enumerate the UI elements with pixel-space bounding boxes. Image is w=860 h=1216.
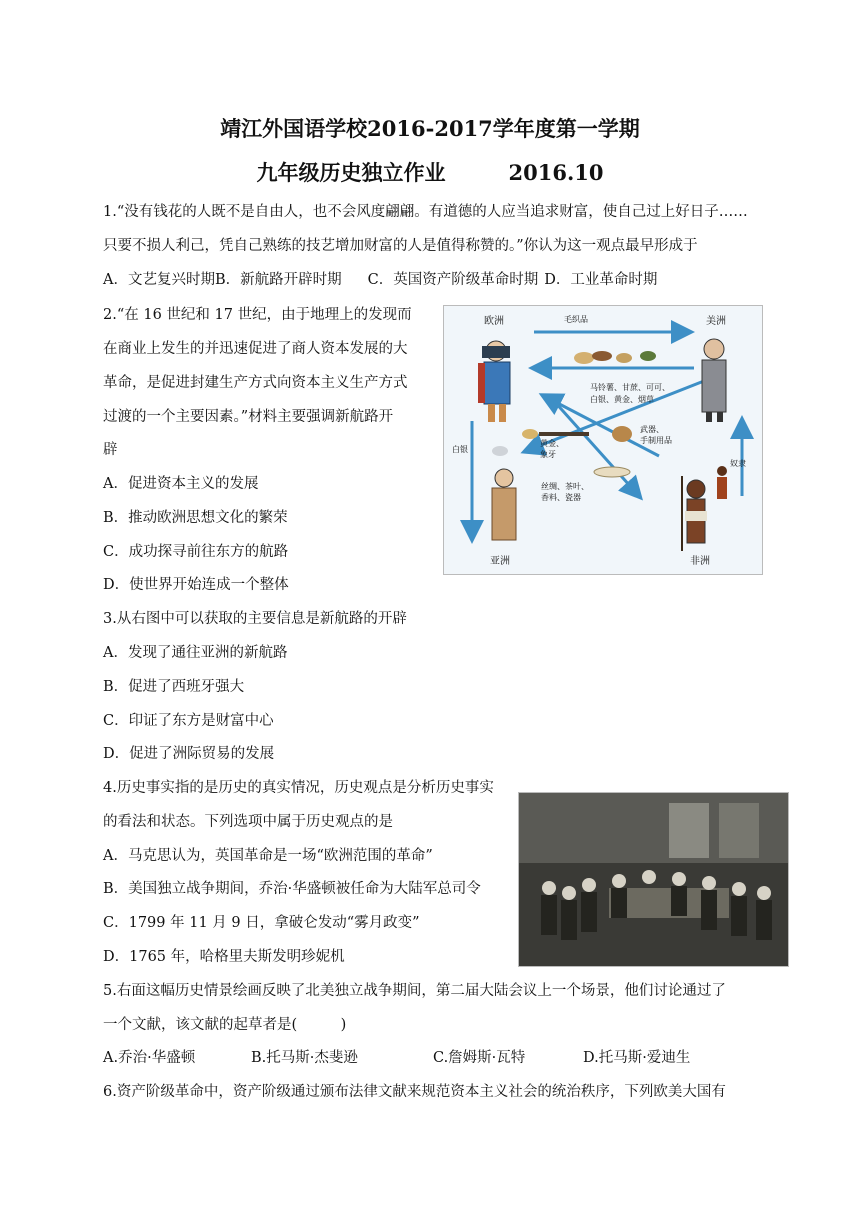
trade-map-figure (443, 305, 763, 575)
q4-option-a: A．马克思认为，英国革命是一场“欧洲范围的革命” (103, 848, 433, 864)
q3-stem: 3.从右图中可以获取的主要信息是新航路的开辟 (103, 611, 407, 627)
q2-line-5: 辟 (103, 442, 118, 458)
label-slaves: 奴隶 (730, 459, 746, 468)
label-crops-1: 马铃薯、甘蔗、可可、 (590, 383, 670, 392)
label-weapons-2: 手制用品 (640, 436, 672, 445)
q4-line-1: 4.历史事实指的是历史的真实情况，历史观点是分析历史事实 (103, 780, 494, 796)
trade-map-svg (444, 306, 762, 574)
q2-line-2: 在商业上发生的并迅速促进了商人资本发展的大 (103, 341, 408, 357)
q4-line-2: 的看法和状态。下列选项中属于历史观点的是 (103, 814, 393, 830)
q3-option-c: C．印证了东方是财富中心 (103, 713, 274, 729)
title-line-1: 靖江外国语学校2016-2017学年度第一学期 (220, 116, 640, 141)
label-wool: 毛织品 (564, 315, 588, 324)
label-crops-2: 白银、黄金、烟草 (590, 395, 654, 404)
q5-option-b: B.托马斯·杰斐逊 (251, 1050, 358, 1066)
label-silk-1: 丝绸、茶叶、 (541, 482, 589, 491)
q6-line-1: 6.资产阶级革命中，资产阶级通过颁布法律文献来规范资本主义社会的统治秩序，下列欧美大国有 (103, 1084, 726, 1100)
q4-option-d: D．1765 年，哈格里夫斯发明珍妮机 (103, 949, 345, 965)
americas-figure (702, 339, 726, 422)
q2-option-a: A．促进资本主义的发展 (103, 476, 259, 492)
q1-line-1: 1.“没有钱花的人既不是自由人，也不会风度翩翩。有道德的人应当追求财富，使自己过上好日子…… (103, 204, 748, 220)
label-silver: 白银 (452, 445, 468, 454)
europe-figure (478, 341, 510, 422)
q5-line-1: 5.右面这幅历史情景绘画反映了北美独立战争期间，第二届大陆会议上一个场景，他们讨论通过了 (103, 983, 726, 999)
q2-option-b: B．推动欧洲思想文化的繁荣 (103, 510, 288, 526)
africa-figure (682, 466, 727, 551)
q1-option-c: C．英国资产阶级革命时期 (367, 272, 539, 288)
label-americas: 美洲 (706, 316, 726, 327)
label-asia: 亚洲 (490, 556, 510, 567)
q1-line-2: 只要不损人利己，凭自己熟练的技艺增加财富的人是值得称赞的。”你认为这一观点最早形成于 (103, 238, 698, 254)
q1-options (103, 268, 657, 289)
label-silk-2: 香料、瓷器 (541, 493, 581, 502)
q4-option-c: C．1799 年 11 月 9 日，拿破仑发动“雾月政变” (103, 915, 420, 931)
q5-option-d: D.托马斯·爱迪生 (583, 1050, 691, 1066)
q2-option-c: C．成功探寻前往东方的航路 (103, 544, 289, 560)
title-line-2: 九年级历史独立作业 2016.10 (256, 160, 604, 185)
congress-painting (518, 792, 789, 967)
q2-line-4: 过渡的一个主要因素。”材料主要强调新航路开 (103, 409, 394, 425)
q1-option-a: A．文艺复兴时期 (103, 272, 215, 288)
q2-option-d: D．使世界开始连成一个整体 (103, 577, 289, 593)
q3-option-a: A．发现了通往亚洲的新航路 (103, 645, 288, 661)
label-africa: 非洲 (690, 556, 710, 567)
q2-line-1: 2.“在 16 世纪和 17 世纪，由于地理上的发现而 (103, 307, 412, 323)
label-gold-1: 黄金、 (540, 439, 564, 448)
asia-figure (492, 469, 516, 540)
q3-option-d: D．促进了洲际贸易的发展 (103, 746, 275, 762)
q4-option-b: B．美国独立战争期间，乔治·华盛顿被任命为大陆军总司令 (103, 881, 481, 897)
q5-line-2: 一个文献，该文献的起草者是( ) (103, 1017, 347, 1033)
q1-option-b: B．新航路开辟时期 (214, 272, 342, 288)
painting-svg (519, 793, 788, 966)
label-europe: 欧洲 (484, 316, 504, 327)
q3-option-b: B．促进了西班牙强大 (103, 679, 245, 695)
q5-option-c: C.詹姆斯·瓦特 (433, 1050, 526, 1066)
q2-line-3: 革命，是促进封建生产方式向资本主义生产方式 (103, 375, 408, 391)
q5-option-a: A.乔治·华盛顿 (103, 1050, 196, 1066)
goods-cluster (492, 351, 656, 477)
label-weapons-1: 武器、 (640, 425, 664, 434)
q1-option-d: D．工业革命时期 (544, 272, 658, 288)
q5-options (103, 1046, 690, 1067)
label-gold-2: 象牙 (540, 450, 556, 459)
